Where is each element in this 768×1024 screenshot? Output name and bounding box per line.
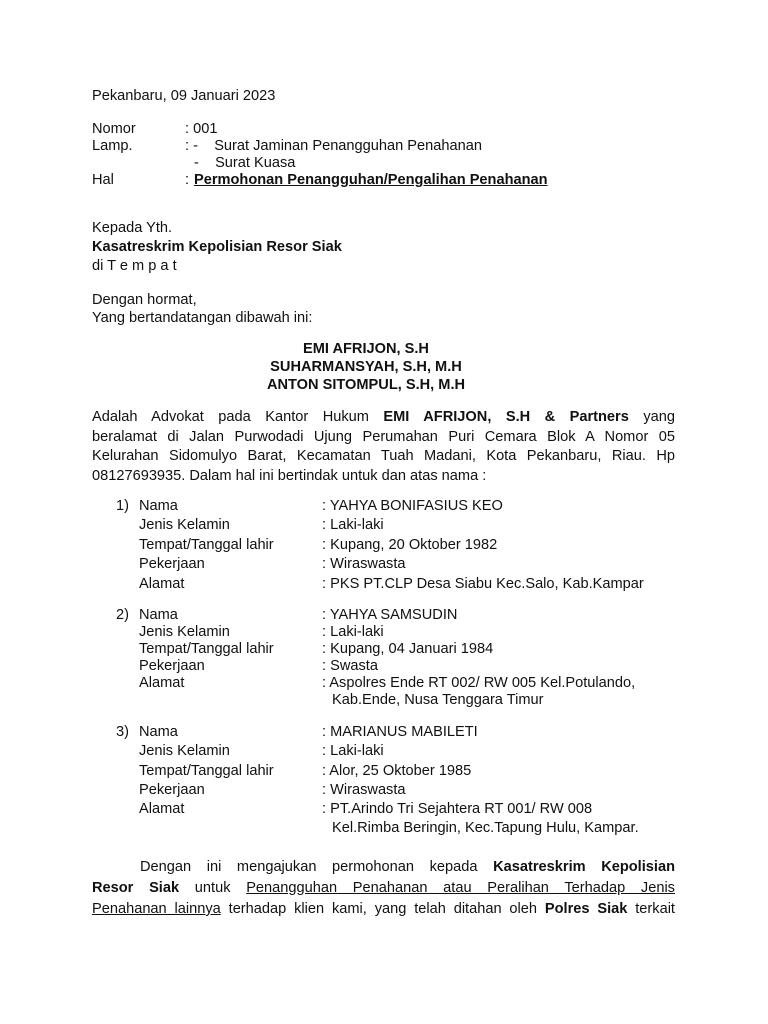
value-alamat: : PKS PT.CLP Desa Siabu Kec.Salo, Kab.Kampar — [322, 576, 644, 592]
hal-colon: : — [185, 172, 190, 188]
advocate-line-4: 08127693935. Dalam hal ini bertindak untuk dan atas nama : — [92, 467, 487, 484]
law-firm-name: EMI AFRIJON, S.H & Partners — [383, 409, 629, 425]
value-ttl: : Alor, 25 Oktober 1985 — [322, 763, 472, 779]
signatory-1: EMI AFRIJON, S.H — [303, 341, 429, 357]
advocate-paragraph — [92, 408, 675, 486]
value-pekerjaan: : Swasta — [322, 658, 378, 674]
value-alamat: : PT.Arindo Tri Sejahtera RT 001/ RW 008 — [322, 801, 593, 817]
client-number: 3) — [116, 724, 129, 740]
label-ttl: Tempat/Tanggal lahir — [139, 537, 274, 553]
nomor-value: : 001 — [185, 121, 218, 137]
label-pekerjaan: Pekerjaan — [139, 556, 205, 572]
hal-label: Hal — [92, 172, 114, 188]
request-subject-underlined: Penangguhan Penahanan atau Peralihan Terhadap Jenis — [246, 880, 675, 896]
value-nama: : MARIANUS MABILETI — [322, 724, 478, 740]
hal-subject: Permohonan Penangguhan/Pengalihan Penahanan — [194, 172, 548, 188]
value-nama: : YAHYA SAMSUDIN — [322, 607, 458, 623]
label-jenis-kelamin: Jenis Kelamin — [139, 624, 230, 640]
label-nama: Nama — [139, 607, 178, 623]
label-pekerjaan: Pekerjaan — [139, 782, 205, 798]
value-jenis-kelamin: : Laki-laki — [322, 517, 384, 533]
label-jenis-kelamin: Jenis Kelamin — [139, 517, 230, 533]
value-alamat: : Aspolres Ende RT 002/ RW 005 Kel.Potulando, — [322, 675, 636, 691]
nomor-label: Nomor — [92, 121, 136, 137]
label-alamat: Alamat — [139, 675, 185, 691]
label-ttl: Tempat/Tanggal lahir — [139, 763, 274, 779]
lamp-item-2: - Surat Kuasa — [194, 155, 296, 171]
value-ttl: : Kupang, 20 Oktober 1982 — [322, 537, 498, 553]
value-jenis-kelamin: : Laki-laki — [322, 743, 384, 759]
signatory-2: SUHARMANSYAH, S.H, M.H — [270, 359, 462, 375]
request-line-2: Resor Siak untuk Penangguhan Penahanan atau Peralihan Terhadap Jenis — [92, 880, 675, 896]
recipient-salutation: Kepada Yth. — [92, 220, 173, 236]
value-nama: : YAHYA BONIFASIUS KEO — [322, 498, 503, 514]
value-alamat-line-2: Kab.Ende, Nusa Tenggara Timur — [332, 692, 544, 708]
label-jenis-kelamin: Jenis Kelamin — [139, 743, 230, 759]
greeting: Dengan hormat, — [92, 292, 197, 308]
advocate-line-1: Adalah Advokat pada Kantor Hukum EMI AFRIJON, S.H & Partners yang — [92, 409, 675, 425]
value-ttl: : Kupang, 04 Januari 1984 — [322, 641, 494, 657]
value-jenis-kelamin: : Laki-laki — [322, 624, 384, 640]
label-pekerjaan: Pekerjaan — [139, 658, 205, 674]
lamp-item-1: : - Surat Jaminan Penangguhan Penahanan — [185, 138, 482, 154]
value-pekerjaan: : Wiraswasta — [322, 556, 406, 572]
lamp-label: Lamp. — [92, 138, 133, 154]
advocate-line-2: beralamat di Jalan Purwodadi Ujung Perumahan Puri Cemara Blok A Nomor 05 — [92, 428, 675, 445]
value-alamat-line-2: Kel.Rimba Beringin, Kec.Tapung Hulu, Kampar. — [332, 820, 639, 836]
signatory-3: ANTON SITOMPUL, S.H, M.H — [266, 377, 466, 393]
place-date: Pekanbaru, 09 Januari 2023 — [92, 88, 276, 104]
label-nama: Nama — [139, 724, 178, 740]
label-nama: Nama — [139, 498, 178, 514]
advocate-line-3: Kelurahan Sidomulyo Barat, Kecamatan Tuah Madani, Kota Pekanbaru, Riau. Hp — [92, 448, 675, 464]
label-ttl: Tempat/Tanggal lahir — [139, 641, 274, 657]
label-alamat: Alamat — [139, 576, 185, 592]
request-line-1: Dengan ini mengajukan permohonan kepada Kasatreskrim Kepolisian — [140, 859, 675, 875]
client-number: 2) — [116, 607, 129, 623]
client-number: 1) — [116, 498, 129, 514]
label-alamat: Alamat — [139, 801, 185, 817]
recipient-place: di T e m p a t — [92, 258, 177, 274]
request-paragraph — [92, 857, 675, 920]
request-line-3: Penahanan lainnya terhadap klien kami, yang telah ditahan oleh Polres Siak terkait — [92, 901, 675, 917]
value-pekerjaan: : Wiraswasta — [322, 782, 406, 798]
intro: Yang bertandatangan dibawah ini: — [92, 310, 313, 326]
recipient-name: Kasatreskrim Kepolisian Resor Siak — [92, 239, 342, 255]
